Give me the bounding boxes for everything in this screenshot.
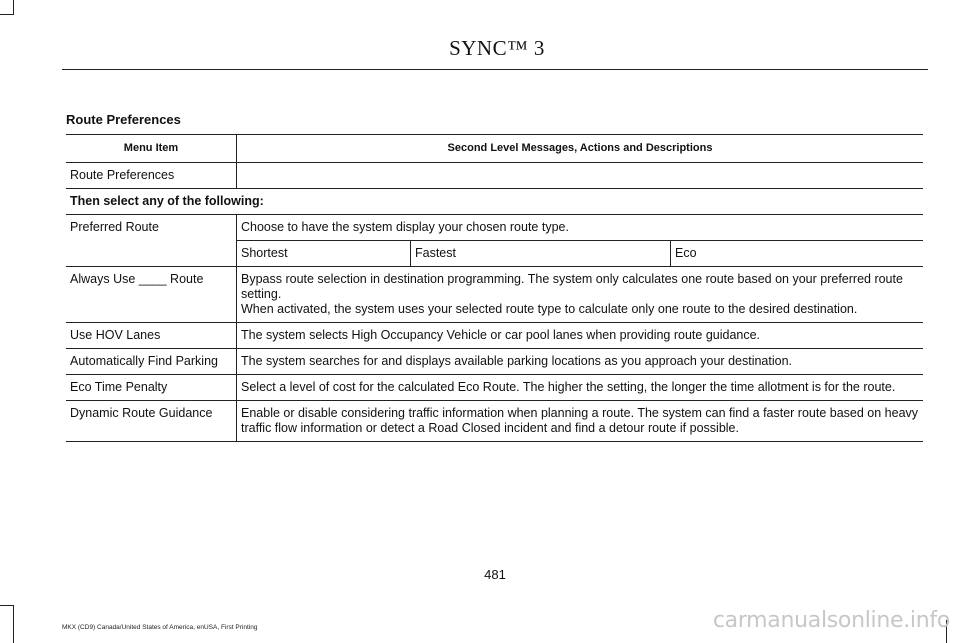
always-use-route-description bbox=[237, 267, 924, 323]
option-fastest: Fastest bbox=[411, 241, 671, 267]
then-select-text: Then select any of the following: bbox=[66, 189, 923, 215]
page-number: 481 bbox=[484, 567, 506, 582]
preferred-route-description: Choose to have the system display your chosen route type. bbox=[237, 215, 924, 241]
section-title: Route Preferences bbox=[66, 112, 181, 127]
column-header-menu-item: Menu Item bbox=[66, 135, 237, 163]
menu-item-route-preferences: Route Preferences bbox=[66, 163, 237, 189]
menu-item-preferred-route: Preferred Route bbox=[66, 215, 237, 267]
crop-mark-bottom-left-v bbox=[13, 605, 14, 643]
header-rule bbox=[62, 69, 928, 70]
always-use-description-2: When activated, the system uses your selected route type to calculate only one route to the desired destination. bbox=[241, 302, 858, 316]
option-shortest: Shortest bbox=[237, 241, 411, 267]
route-preferences-table bbox=[66, 134, 923, 442]
menu-item-dynamic-route-guidance: Dynamic Route Guidance bbox=[66, 401, 237, 442]
table-row bbox=[66, 267, 923, 323]
empty-description-cell bbox=[237, 163, 924, 189]
watermark: carmanualsonline.info bbox=[712, 608, 950, 633]
hov-description: The system selects High Occupancy Vehicle or car pool lanes when providing route guidance. bbox=[237, 323, 924, 349]
menu-item-find-parking: Automatically Find Parking bbox=[66, 349, 237, 375]
crop-mark-top-left-v bbox=[13, 0, 14, 14]
footer-text: MKX (CD9) Canada/United States of America, enUSA, First Printing bbox=[62, 624, 258, 631]
column-header-descriptions: Second Level Messages, Actions and Descriptions bbox=[237, 135, 924, 163]
table-row bbox=[66, 401, 923, 442]
eco-time-penalty-description: Select a level of cost for the calculated Eco Route. The higher the setting, the longer the time allotment is for the route. bbox=[237, 375, 924, 401]
table-row bbox=[66, 375, 923, 401]
menu-item-use-hov-lanes: Use HOV Lanes bbox=[66, 323, 237, 349]
table-row bbox=[66, 323, 923, 349]
page-header-title: SYNC™ 3 bbox=[449, 36, 545, 60]
table-header-row bbox=[66, 135, 923, 163]
option-eco: Eco bbox=[671, 241, 924, 267]
table-row bbox=[66, 349, 923, 375]
menu-item-eco-time-penalty: Eco Time Penalty bbox=[66, 375, 237, 401]
always-use-description-1: Bypass route selection in destination programming. The system only calculates one route based on your preferred route setting. bbox=[241, 272, 903, 301]
crop-mark-bottom-left-h bbox=[0, 605, 14, 606]
dynamic-route-guidance-description: Enable or disable considering traffic information when planning a route. The system can find a faster route based on heavy traffic flow information or detect a Road Closed incident and find a detour route if possible. bbox=[237, 401, 924, 442]
table-row bbox=[66, 163, 923, 189]
parking-description: The system searches for and displays available parking locations as you approach your destination. bbox=[237, 349, 924, 375]
crop-mark-top-left-h bbox=[0, 14, 14, 15]
table-row-then-select bbox=[66, 189, 923, 215]
menu-item-always-use-route: Always Use ____ Route bbox=[66, 267, 237, 323]
table-row bbox=[66, 215, 923, 241]
